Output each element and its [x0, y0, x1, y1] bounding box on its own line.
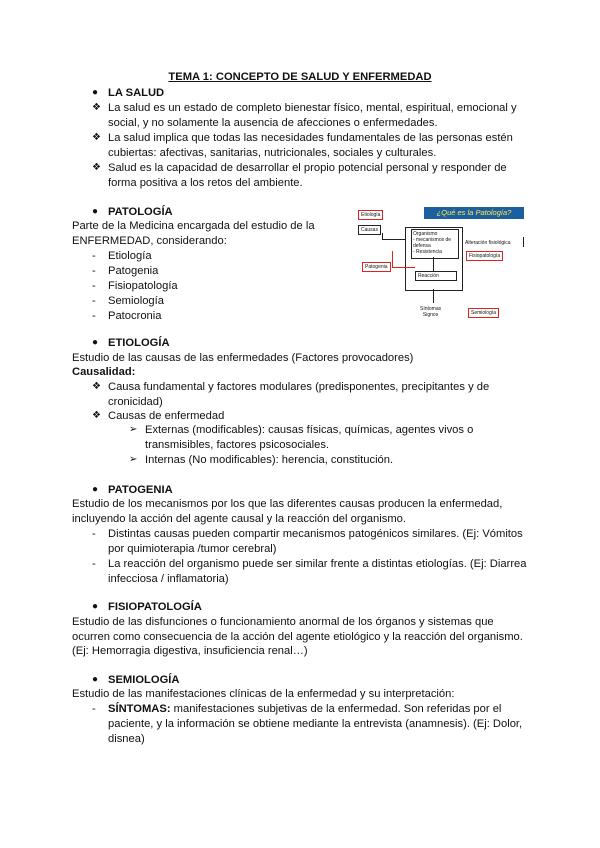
sintomas-label: SÍNTOMAS: — [108, 703, 171, 715]
bullet-icon: ● — [92, 601, 99, 612]
diagram-connector — [382, 239, 405, 240]
diagram-etiologia: Etiología — [358, 210, 383, 220]
diagram-patogenia: Patogenia — [362, 262, 391, 272]
document-title: TEMA 1: CONCEPTO DE SALUD Y ENFERMEDAD — [168, 71, 432, 83]
diagram-banner: ¿Qué es la Patología? — [424, 207, 524, 219]
bullet-icon: ● — [92, 484, 99, 495]
diagram-connector — [523, 237, 524, 247]
semiologia-intro: Estudio de las manifestaciones clínicas de la enfermedad y su interpretación: — [72, 688, 455, 700]
patogenia-intro: Estudio de los mecanismos por los que las diferentes causas producen la enfermedad, incluyendo la acción del agente causal y la reacción del organismo. — [72, 498, 503, 525]
diagram-organismo: Organismo - mecanismos de defensa - Resistencia — [411, 229, 459, 259]
bullet-icon: ● — [92, 674, 99, 685]
diagram-reaccion: Reacción — [415, 271, 457, 281]
diagram-alteracion: Alteración fisiológica — [465, 240, 511, 246]
diagram-connector — [433, 289, 434, 303]
diagram-causas: Causas — [358, 225, 381, 235]
diagram-sintomas: Síntomas Signos — [420, 306, 442, 318]
etiologia-intro: Estudio de las causas de las enfermedades (Factores provocadores) — [72, 352, 414, 364]
bullet-icon: ● — [92, 337, 99, 348]
diamond-bullet-icon: ❖ — [92, 102, 101, 113]
diamond-bullet-icon: ❖ — [92, 410, 101, 421]
diagram-connector — [392, 251, 393, 267]
bullet-icon: ● — [92, 206, 99, 217]
diamond-bullet-icon: ❖ — [92, 162, 101, 173]
diagram-fisiopatologia: Fisiopatología — [466, 251, 503, 261]
arrow-bullet-icon: ➢ — [129, 424, 138, 435]
patologia-diagram — [358, 205, 536, 325]
arrow-bullet-icon: ➢ — [129, 454, 138, 465]
bullet-icon: ● — [92, 87, 99, 98]
diagram-semiologia: Semiología — [468, 308, 499, 318]
diagram-connector — [392, 267, 415, 268]
document-page: TEMA 1: CONCEPTO DE SALUD Y ENFERMEDAD ● LA SALUD ❖ La salud es un estado de completo bienestar físico, mental, espiritual, emocional y social, y no solamente la ausencia de afecciones o enfermedades. ❖ La salud implica que todas las necesidades fundamentales de las personas estén cubiertas: afectivas, sanitarias, nutricionales, sociales y culturales. ❖ Salud es la capacidad de desarrollar el propio potencial personal y responder de forma positiva a los retos del ambiente. ● PATOLOGÍA Parte de la Medicina encargada del estudio de la ENFERMEDAD, considerando: - Etiología - Patogenia - Fisiopatología - Semiología - Patocronia ¿Qué es la Patología? Etiología Causas Organismo - mecanismos de defensa - Resistencia Reacción Patogenia Alteración fisiológica Fisiopatología Síntomas Signos Semiología ● ETIOLOGÍA Estudio de las causas de las enfermedades (Factores provocadores) Causalidad: ❖ Causa fundamental y factores modulares (predisponentes, precipitantes y de cronicidad) ❖ Causas de enfermedad ➢ Externas (modificables): causas físicas, químicas, agentes vivos o transmisibles, factores psicosociales. ➢ Internas (No modificables): herencia, constitución. ● PATOGENIA Estudio de los mecanismos por los que las diferentes causas producen la enfermedad, incluyendo la acción del agente causal y la reacción del organismo. - Distintas causas pueden compartir mecanismos patogénicos similares. (Ej: Vómitos por quimioterapia /tumor cerebral) - La reacción del organismo puede ser similar frente a distintas etiologías. (Ej: Diarrea infecciosa / inflamatoria) ● FISIOPATOLOGÍA Estudio de las disfunciones o funcionamiento anormal de los órganos y sistemas que ocurren como consecuencia de la acción del agente etiológico y la reacción del organismo. (Ej: Hemorragia digestiva, insuficiencia renal…) ● SEMIOLOGÍA Estudio de las manifestaciones clínicas de la enfermedad y su interpretación: - SÍNTOMAS: manifestaciones subjetivas de la enfermedad. Son referidas por el paciente, y la información se obtiene mediante la entrevista (anamnesis). (Ej: Dolor, disnea) — [0, 0, 600, 848]
patologia-intro: Parte de la Medicina encargada del estudio de la ENFERMEDAD, considerando: — [72, 220, 315, 247]
diamond-bullet-icon: ❖ — [92, 132, 101, 143]
causalidad-label: Causalidad: — [72, 366, 136, 378]
diagram-connector — [433, 257, 434, 271]
diamond-bullet-icon: ❖ — [92, 381, 101, 392]
fisiopatologia-text: Estudio de las disfunciones o funcionamiento anormal de los órganos y sistemas que ocurren como consecuencia de la acción del agente etiológico y la reacción del organismo. (Ej: Hemorragia digestiva, insuficiencia renal…) — [72, 616, 523, 658]
